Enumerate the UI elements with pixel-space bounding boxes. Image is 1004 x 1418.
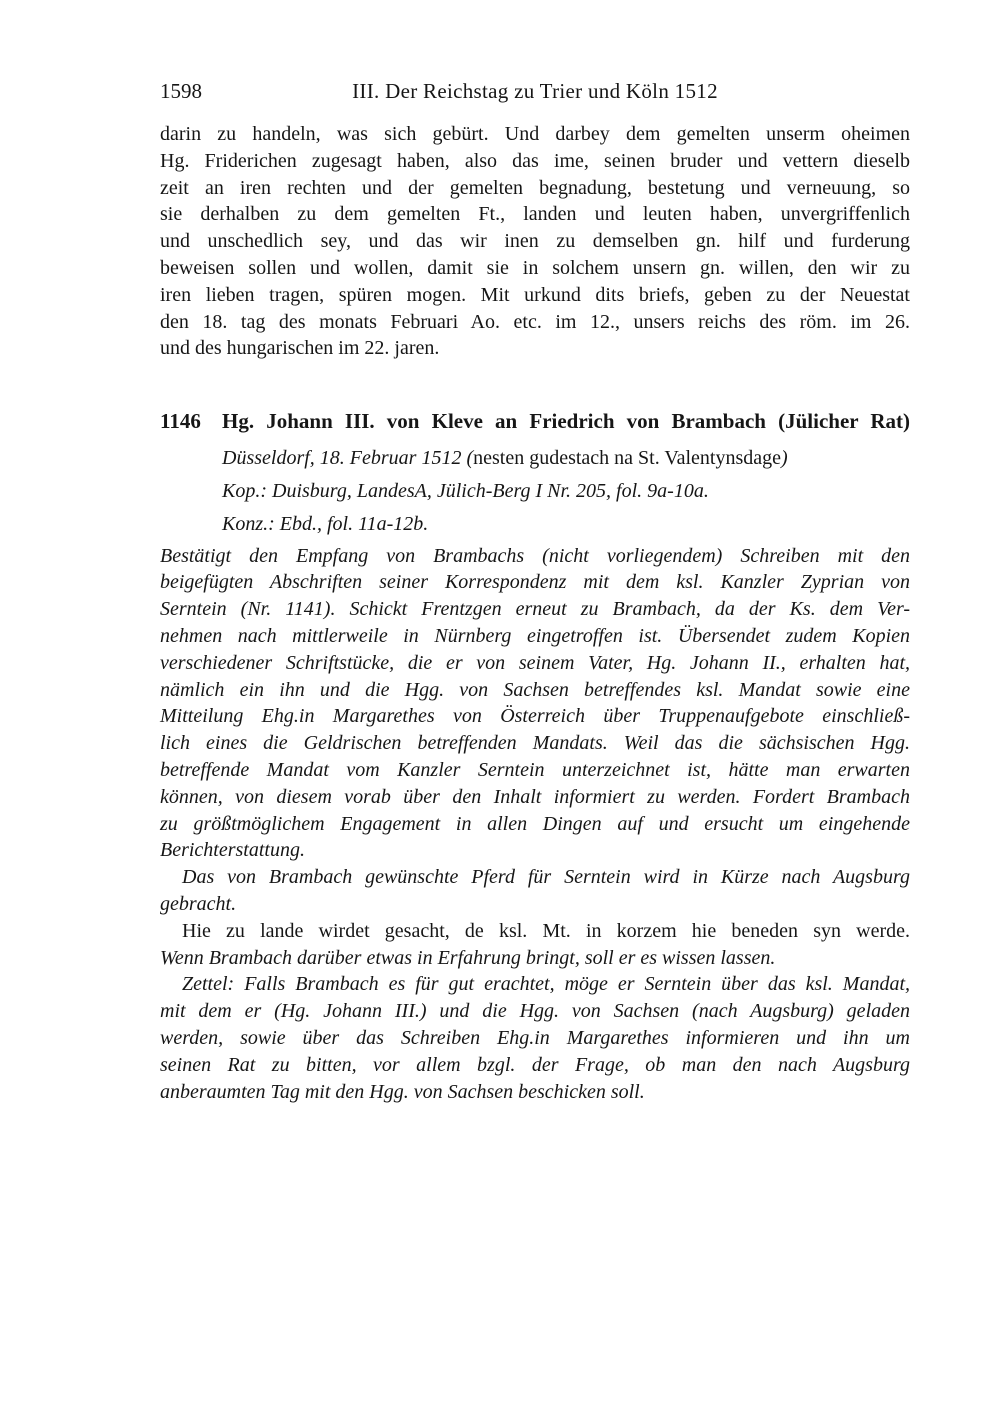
text-line: Mitteilung Ehg.in Margarethes von Österreich über Truppenaufgebote einschließ- <box>160 705 910 728</box>
text-line: sie derhalben zu dem gemelten Ft., landen und leuten haben, unvergriffenlich <box>160 203 910 226</box>
entry-heading <box>160 407 910 435</box>
text-line: werden, sowie über das Schreiben Ehg.in Margarethes informieren und ihn um <box>160 1026 910 1049</box>
text-line: nämlich ein ihn und die Hgg. von Sachsen betreffendes ksl. Mandat sowie eine <box>160 678 910 701</box>
text-line: und des hungarischen im 22. jaren. <box>160 337 440 360</box>
text-line: zeit an iren rechten und der gemelten begnadung, bestetung und verneuung, so <box>160 176 910 199</box>
text-line: den 18. tag des monats Februari Ao. etc. im 12., unsers reichs des röm. im 26. <box>160 310 910 333</box>
text-line: Berichterstattung. <box>160 839 305 862</box>
text-line: darin zu handeln, was sich gebürt. Und darbey dem gemelten unserm oheimen <box>160 123 910 145</box>
text-line: anberaumten Tag mit den Hgg. von Sachsen beschicken soll. <box>160 1080 645 1103</box>
text-line: verschiedener Schriftstücke, die er von seinem Vater, Hg. Johann II., erhalten hat, <box>160 651 910 674</box>
text-line: können, von diesem vorab über den Inhalt informiert zu werden. Fordert Brambach <box>160 785 910 808</box>
dateline-segment: nesten gudestach na St. Valentynsdage <box>473 447 781 470</box>
entry-reference-block <box>160 442 910 540</box>
text-column <box>160 78 910 1105</box>
text-line: Bestätigt den Empfang von Brambachs (nicht vorliegendem) Schreiben mit den <box>160 544 910 567</box>
text-line: Das von Brambach gewünschte Pferd für Serntein wird in Kürze nach Augsburg <box>182 866 910 889</box>
text-line: Zettel: Falls Brambach es für gut erachtet, möge er Serntein über das ksl. Mandat, <box>182 973 910 996</box>
text-line: seinen Rat zu bitten, vor allem bzgl. der Frage, ob man den nach Augsburg <box>160 1053 910 1076</box>
dateline-segment: Düsseldorf, 18. Februar 1512 ( <box>222 447 474 470</box>
entry-summary <box>160 543 910 1106</box>
text-line: gebracht. <box>160 892 237 915</box>
text-line: Wenn Brambach darüber etwas in Erfahrung bringt, soll er es wissen lassen. <box>160 946 776 969</box>
text-line: mit dem er (Hg. Johann III.) und die Hgg. von Sachsen (nach Augsburg) geladen <box>160 1000 910 1023</box>
dateline-segment: ) <box>781 447 788 470</box>
continuation-paragraph <box>160 121 910 362</box>
running-head: III. Der Reichstag zu Trier und Köln 1512 <box>352 79 718 103</box>
text-line: nehmen nach mittlerweile in Nürnberg eingetroffen ist. Übersendet zudem Kopien <box>160 624 910 647</box>
entry-number: 1146 <box>160 409 201 434</box>
entry-title: Hg. Johann III. von Kleve an Friedrich von Brambach (Jülicher Rat) <box>222 409 910 434</box>
text-line: betreffende Mandat vom Kanzler Serntein unterzeichnet ist, hätte man erwarten <box>160 758 910 781</box>
summary-paragraph <box>160 971 910 1105</box>
source-line-kop: Kop.: Duisburg, LandesA, Jülich-Berg I Nr. 205, fol. 9a-10a. <box>222 479 709 502</box>
summary-paragraph <box>160 918 910 972</box>
source-line-konz: Konz.: Ebd., fol. 11a-12b. <box>222 512 429 535</box>
summary-paragraph <box>160 864 910 918</box>
text-line: iren lieben tragen, spüren mogen. Mit urkund dits briefs, geben zu der Neuestat <box>160 283 910 306</box>
text-line: Serntein (Nr. 1141). Schickt Frentzgen erneut zu Brambach, da der Ks. dem Ver- <box>160 598 910 621</box>
text-line: und unschedlich sey, und das wir inen zu demselben gn. hilf und furderung <box>160 230 910 253</box>
summary-paragraph <box>160 543 910 865</box>
page-header <box>160 78 910 105</box>
text-line: Hg. Friderichen zugesagt haben, also das ime, seinen bruder und vettern dieselb <box>160 149 910 172</box>
entry-dateline <box>222 442 910 475</box>
page-number: 1598 <box>160 79 202 103</box>
text-line: lich eines die Geldrischen betreffenden Mandats. Weil das die sächsischen Hgg. <box>160 732 910 755</box>
text-line: beigefügten Abschriften seiner Korrespondenz mit dem ksl. Kanzler Zyprian von <box>160 571 910 594</box>
text-line: zu größtmöglichem Engagement in allen Dingen auf und ersucht um eingehende <box>160 812 910 835</box>
text-line: Hie zu lande wirdet gesacht, de ksl. Mt. in korzem hie beneden syn werde. <box>182 919 910 942</box>
text-line: beweisen sollen und wollen, damit sie in solchem unsern gn. willen, den wir zu <box>160 256 910 279</box>
